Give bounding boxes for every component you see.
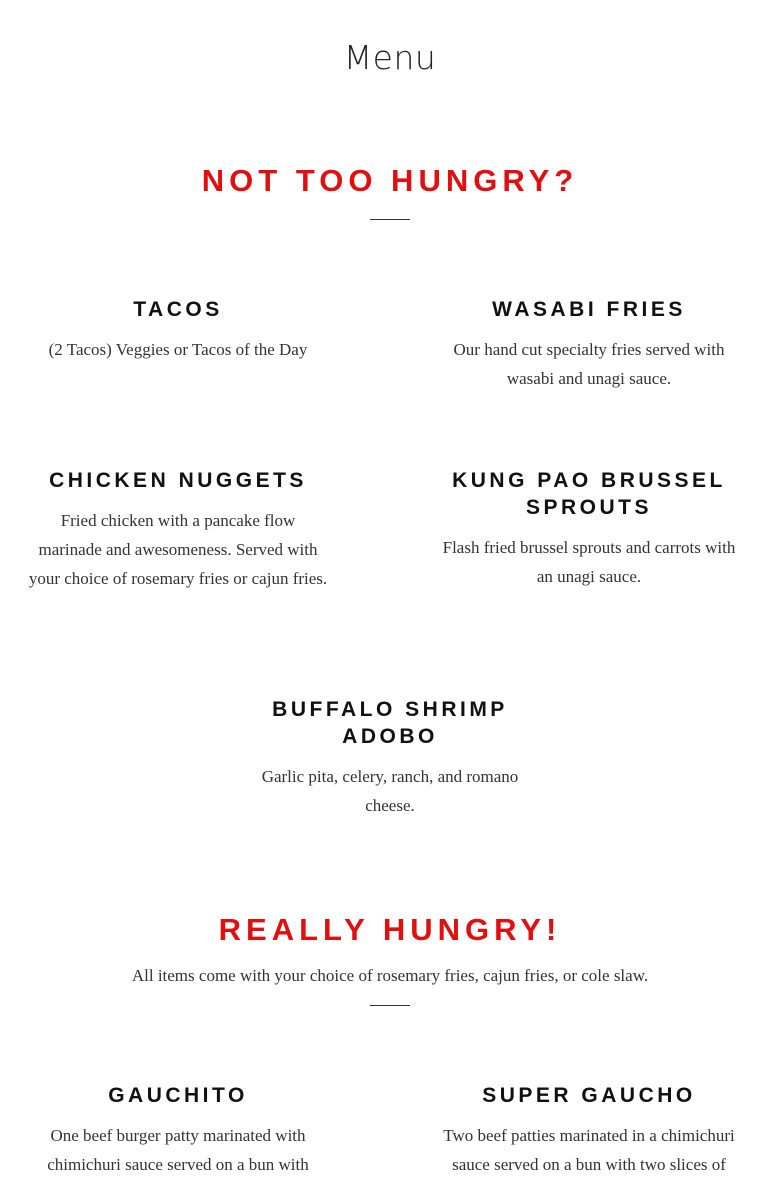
section-heading-not-too-hungry: NOT TOO HUNGRY? xyxy=(201,163,579,198)
menu-item-name: BUFFALO SHRIMP ADOBO xyxy=(272,698,508,748)
menu-item-description: Fried chicken with a pancake flow marinade and awesomeness. Served with your choice of rosemary fries or cajun fries. xyxy=(28,511,328,588)
section-divider xyxy=(370,1005,410,1006)
page-title: Menu xyxy=(343,38,437,77)
menu-item-chicken-nuggets xyxy=(28,467,328,593)
menu-item-tacos xyxy=(28,296,328,364)
menu-item-name: WASABI FRIES xyxy=(492,298,686,321)
section-divider xyxy=(370,219,410,220)
section-heading-really-hungry: REALLY HUNGRY! xyxy=(218,912,562,947)
menu-item-buffalo-shrimp-adobo xyxy=(250,696,530,820)
menu-item-name: GAUCHITO xyxy=(108,1084,248,1107)
menu-item-description: Flash fried brussel sprouts and carrots with an unagi sauce. xyxy=(442,538,736,586)
section-note: All items come with your choice of rosemary fries, cajun fries, or cole slaw. xyxy=(131,966,649,985)
menu-item-description: Garlic pita, celery, ranch, and romano cheese. xyxy=(261,767,519,815)
menu-item-description: (2 Tacos) Veggies or Tacos of the Day xyxy=(48,340,308,359)
menu-item-gauchito xyxy=(28,1082,328,1179)
menu-item-wasabi-fries xyxy=(439,296,739,393)
menu-item-name: SUPER GAUCHO xyxy=(482,1084,696,1107)
menu-item-kung-pao-brussel-sprouts xyxy=(439,467,739,591)
menu-item-name: KUNG PAO BRUSSEL SPROUTS xyxy=(452,469,726,519)
menu-item-super-gaucho xyxy=(433,1082,745,1179)
menu-item-name: TACOS xyxy=(133,298,223,321)
menu-item-description: One beef burger patty marinated with chimichuri sauce served on a bun with xyxy=(47,1126,309,1174)
menu-item-name: CHICKEN NUGGETS xyxy=(49,469,307,492)
menu-item-description: Two beef patties marinated in a chimichuri sauce served on a bun with two slices of xyxy=(443,1126,735,1174)
menu-item-description: Our hand cut specialty fries served with wasabi and unagi sauce. xyxy=(453,340,725,388)
